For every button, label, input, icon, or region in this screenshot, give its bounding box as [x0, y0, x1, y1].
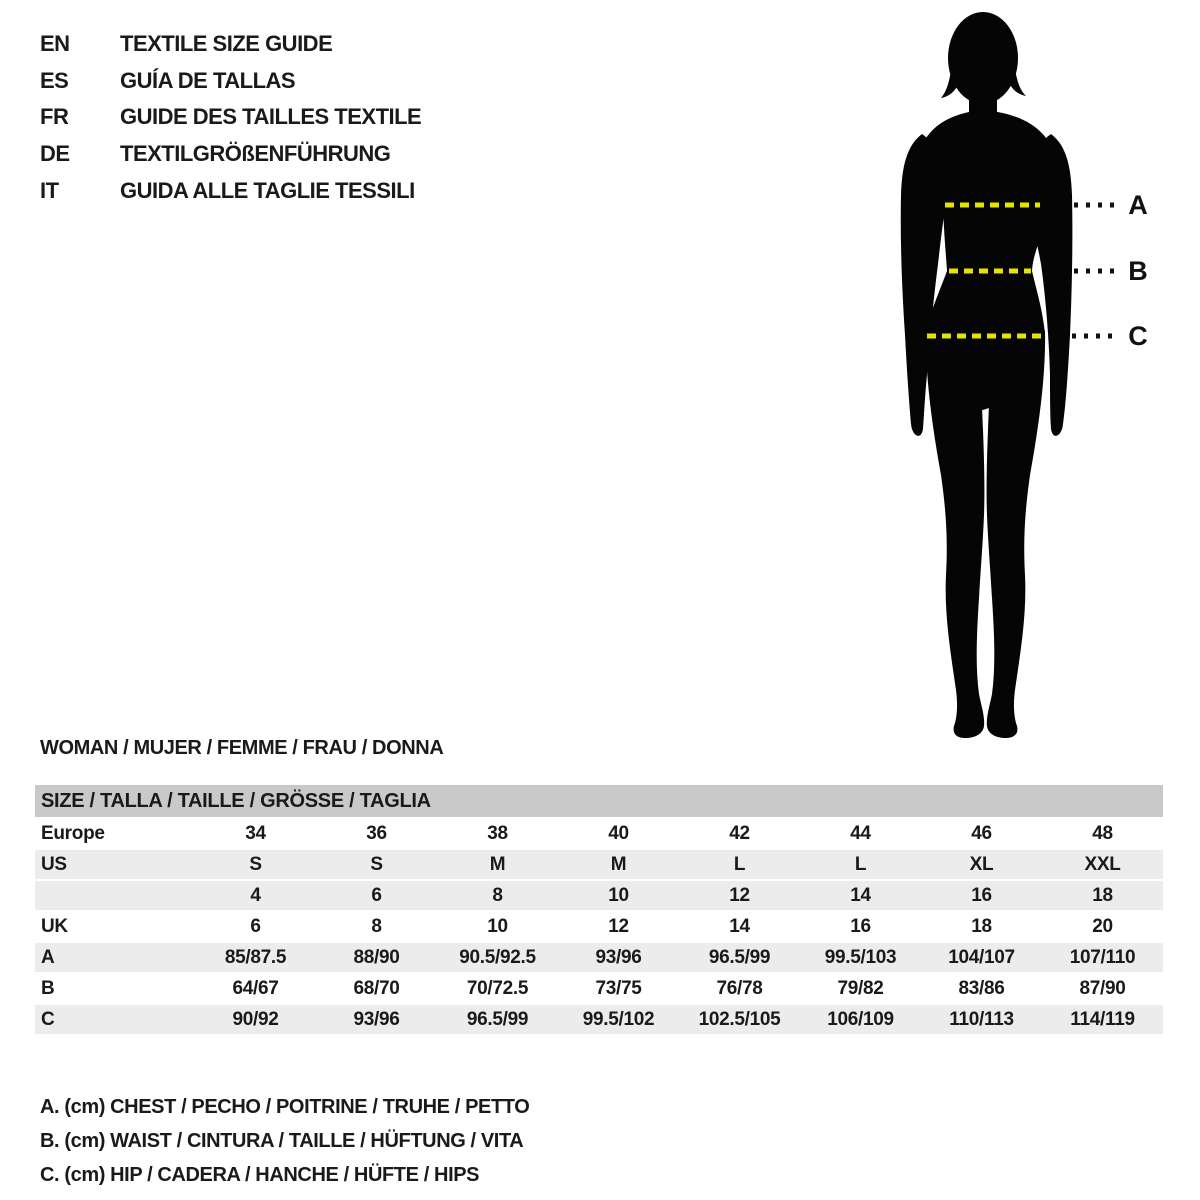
table-cell: 83/86: [958, 978, 1005, 999]
table-row-europe: [35, 819, 1163, 850]
table-cell: 16: [971, 885, 992, 906]
table-row-waist-b: [35, 974, 1163, 1005]
table-cell: 104/107: [948, 947, 1015, 968]
table-cell: 79/82: [837, 978, 884, 999]
lang-title: TEXTILGRÖßENFÜHRUNG: [120, 141, 391, 167]
table-cell: 76/78: [716, 978, 763, 999]
lang-code: ES: [40, 67, 69, 93]
table-cell: 70/72.5: [466, 978, 529, 999]
row-label: UK: [41, 916, 68, 937]
table-cell: 6: [371, 885, 382, 906]
table-cell: 85/87.5: [224, 947, 287, 968]
table-cell: 99.5/103: [824, 947, 897, 968]
table-cell: 12: [729, 885, 750, 906]
table-cell: 8: [492, 885, 503, 906]
row-label: US: [41, 854, 67, 875]
lang-title: GUIDE DES TAILLES TEXTILE: [120, 104, 422, 130]
lang-title: GUÍA DE TALLAS: [120, 67, 296, 93]
table-cell: 93/96: [595, 947, 642, 968]
table-cell: 36: [366, 823, 387, 844]
table-cell: 12: [608, 916, 629, 937]
table-cell: 107/110: [1069, 947, 1136, 968]
hip-label-c: C: [1128, 321, 1148, 351]
table-cell: 34: [245, 823, 266, 844]
table-cell: 102.5/105: [698, 1009, 781, 1030]
table-row-us-numeric: [35, 881, 1163, 912]
legend-waist: B. (cm) WAIST / CINTURA / TAILLE / HÜFTUNG / VITA: [40, 1130, 524, 1152]
table-cell: 16: [850, 916, 871, 937]
table-cell: 6: [250, 916, 261, 937]
table-cell: 8: [371, 916, 382, 937]
lang-code: FR: [40, 104, 69, 130]
lang-code: IT: [40, 177, 59, 203]
table-cell: S: [249, 854, 262, 875]
table-cell: 46: [971, 823, 992, 844]
table-cell: 93/96: [353, 1009, 400, 1030]
table-cell: 42: [729, 823, 750, 844]
size-table: [35, 785, 1163, 1036]
table-cell: 99.5/102: [582, 1009, 655, 1030]
table-cell: 87/90: [1079, 978, 1126, 999]
table-cell: 96.5/99: [466, 1009, 529, 1030]
language-title-block: [40, 26, 421, 209]
lang-title: GUIDA ALLE TAGLIE TESSILI: [120, 177, 415, 203]
table-cell: 14: [729, 916, 750, 937]
row-label: Europe: [41, 823, 105, 844]
table-cell: 88/90: [353, 947, 400, 968]
row-label: C: [41, 1009, 55, 1030]
table-cell: 44: [850, 823, 871, 844]
chest-label-a: A: [1128, 190, 1148, 220]
table-cell: 73/75: [595, 978, 642, 999]
table-cell: M: [610, 854, 627, 875]
row-label: [35, 881, 195, 910]
table-cell: M: [489, 854, 506, 875]
table-cell: S: [370, 854, 383, 875]
table-cell: 90.5/92.5: [459, 947, 536, 968]
table-cell: 20: [1092, 916, 1113, 937]
table-cell: 40: [608, 823, 629, 844]
lang-title: TEXTILE SIZE GUIDE: [120, 31, 333, 57]
table-cell: 110/113: [949, 1009, 1014, 1030]
right-leg-shape: [987, 330, 1046, 738]
lang-row-it: [40, 172, 421, 209]
table-cell: 114/119: [1070, 1009, 1135, 1030]
table-cell: 18: [971, 916, 992, 937]
table-cell: 18: [1092, 885, 1113, 906]
waist-label-b: B: [1128, 256, 1148, 286]
table-cell: 10: [487, 916, 508, 937]
table-cell: 14: [850, 885, 871, 906]
size-table-header: SIZE / TALLA / TAILLE / GRÖSSE / TAGLIA: [35, 785, 1163, 817]
table-cell: 38: [487, 823, 508, 844]
woman-silhouette-figure: [850, 0, 1170, 755]
table-cell: L: [733, 854, 746, 875]
lang-code: DE: [40, 141, 70, 167]
lang-row-de: [40, 136, 421, 173]
table-cell: 90/92: [232, 1009, 279, 1030]
lang-row-fr: [40, 99, 421, 136]
table-row-uk: [35, 912, 1163, 943]
table-row-us-letter: [35, 850, 1163, 881]
table-cell: 48: [1092, 823, 1113, 844]
woman-silhouette: [901, 12, 1073, 738]
table-cell: 10: [608, 885, 629, 906]
table-row-chest-a: [35, 943, 1163, 974]
left-leg-shape: [926, 330, 985, 738]
table-cell: XXL: [1084, 854, 1121, 875]
row-label: B: [41, 978, 55, 999]
lang-code: EN: [40, 31, 70, 57]
table-cell: L: [854, 854, 867, 875]
row-label: A: [41, 947, 55, 968]
legend-hip: C. (cm) HIP / CADERA / HANCHE / HÜFTE / HIPS: [40, 1164, 480, 1186]
measurement-legend: [40, 1090, 529, 1192]
table-cell: 96.5/99: [708, 947, 771, 968]
table-row-hip-c: [35, 1005, 1163, 1036]
gender-title: WOMAN / MUJER / FEMME / FRAU / DONNA: [40, 737, 444, 759]
legend-chest: A. (cm) CHEST / PECHO / POITRINE / TRUHE / PETTO: [40, 1096, 530, 1118]
lang-row-en: [40, 26, 421, 63]
table-cell: 106/109: [827, 1009, 894, 1030]
table-cell: 4: [250, 885, 261, 906]
table-cell: 64/67: [232, 978, 279, 999]
table-cell: 68/70: [353, 978, 400, 999]
lang-row-es: [40, 63, 421, 100]
table-cell: XL: [969, 854, 994, 875]
